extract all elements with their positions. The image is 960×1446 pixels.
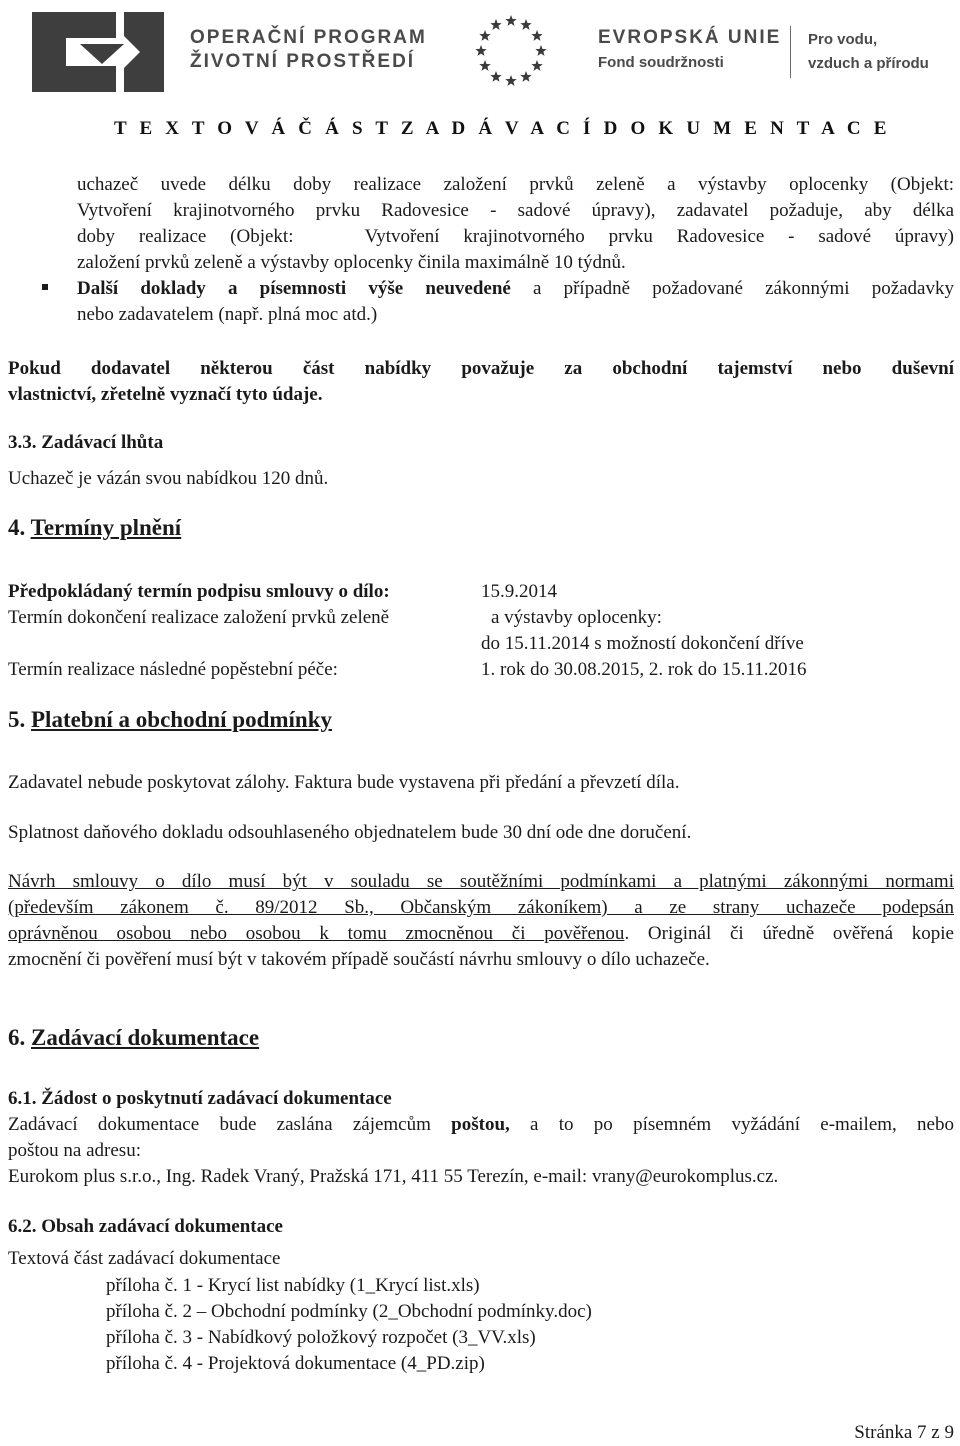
care-value: 1. rok do 30.08.2015, 2. rok do 15.11.2016 [481, 659, 807, 680]
attachment-item: příloha č. 1 - Krycí list nabídky (1_Krycí list.xls) [106, 1275, 480, 1296]
eu-star-icon [520, 71, 531, 82]
bullet-line-1 [77, 276, 954, 302]
eu-slogan [808, 28, 929, 76]
bullet-marker [42, 284, 48, 290]
section-6-number: 6. [8, 1025, 31, 1050]
attachment-item: příloha č. 4 - Projektová dokumentace (4_PD.zip) [106, 1353, 485, 1374]
completion-label-2: a výstavby oplocenky: [491, 607, 662, 628]
section-6-2-intro: Textová část zadávací dokumentace [8, 1248, 281, 1269]
eu-star-icon [490, 71, 501, 82]
section-6-1-heading: 6.1. Žádost o poskytnutí zadávací dokumentace [8, 1088, 392, 1109]
intro-line-3: doby realizace (Objekt: Vytvoření krajinotvorného prvku Radovesice - sadové úpravy) [77, 226, 954, 247]
contact-address: Eurokom plus s.r.o., Ing. Radek Vraný, Pražská 171, 411 55 Terezín, e-mail: vrany@eurokomplus.cz. [8, 1166, 779, 1187]
signing-label: Předpokládaný termín podpisu smlouvy o dílo: [8, 581, 390, 602]
page-header [0, 0, 960, 150]
payment-paragraph-2: Splatnost daňového dokladu odsouhlaseného objednatelem bude 30 dní ode dne doručení. [8, 822, 692, 843]
attachment-item: příloha č. 2 – Obchodní podmínky (2_Obchodní podmínky.doc) [106, 1301, 592, 1322]
section-6-heading [8, 1025, 259, 1051]
request-text-post: poštou, [451, 1114, 510, 1135]
page-number: Stránka 7 z 9 [854, 1422, 954, 1443]
section-6-1-line-1 [8, 1112, 954, 1138]
bullet-line-2: nebo zadavatelem (např. plná moc atd.) [77, 304, 378, 325]
contract-rest: . Originál či úředně ověřená kopie [624, 923, 954, 944]
contract-line-1: Návrh smlouvy o dílo musí být v souladu se soutěžními podmínkami a platnými zákonnými normami [8, 871, 954, 892]
op-line1: OPERAČNÍ PROGRAM [190, 27, 427, 48]
eu-star-icon [535, 45, 546, 56]
eu-star-icon [490, 19, 501, 30]
completion-label: Termín dokončení realizace založení prvků zeleně [8, 607, 390, 628]
signing-value: 15.9.2014 [481, 581, 557, 602]
operacni-program-logo [28, 8, 168, 96]
contract-line-4: zmocnění či pověření musí být v takovém případě součástí návrhu smlouvy o dílo uchazeče. [8, 949, 710, 970]
header-divider [790, 26, 791, 78]
section-4-number: 4. [8, 515, 31, 540]
intro-line-4: založení prvků zeleně a výstavby oplocenky činila maximálně 10 týdnů. [77, 252, 626, 273]
contract-underlined: oprávněnou osobou nebo osobou k tomu zmocněnou či pověřenou [8, 923, 625, 944]
section-4-title: Termíny plnění [30, 515, 182, 540]
eu-flag-logo [446, 6, 576, 96]
eu-star-icon [475, 45, 486, 56]
bullet-rest: a případně požadované zákonnými požadavky [510, 278, 954, 299]
contract-line-3 [8, 921, 954, 947]
eu-title: EVROPSKÁ UNIE [598, 27, 782, 48]
section-5-heading [8, 707, 332, 733]
section-6-1-line-2: poštou na adresu: [8, 1140, 141, 1161]
section-5-number: 5. [8, 707, 31, 732]
eu-star-icon [479, 60, 490, 71]
intro-line-2: Vytvoření krajinotvorného prvku Radovesice - sadové úpravy), zadavatel požaduje, aby délka [77, 200, 954, 221]
eu-star-icon [505, 75, 516, 86]
completion-value: do 15.11.2014 s možností dokončení dříve [481, 633, 804, 654]
secret-line-1: Pokud dodavatel některou část nabídky považuje za obchodní tajemství nebo duševní [8, 358, 954, 379]
intro-line-1: uchazeč uvede délku doby realizace založení prvků zeleně a výstavby oplocenky (Objekt: [77, 174, 954, 195]
eu-star-icon [505, 15, 516, 26]
request-text-a: Zadávací dokumentace bude zaslána zájemcům [8, 1114, 452, 1135]
eu-star-icon [531, 30, 542, 41]
eu-block [598, 26, 781, 76]
eu-star-icon [479, 30, 490, 41]
secret-line-2: vlastnictví, zřetelně vyznačí tyto údaje. [8, 384, 323, 405]
section-3-3-heading: 3.3. Zadávací lhůta [8, 432, 164, 453]
request-text-c: a to po písemném vyžádání e-mailem, nebo [509, 1114, 954, 1135]
section-6-2-heading: 6.2. Obsah zadávací dokumentace [8, 1216, 283, 1237]
eu-star-icon [531, 60, 542, 71]
document-band-title: T E X T O V Á Č Á S T Z A D Á V A C Í D O K U M E N T A C E [114, 118, 891, 139]
op-line2: ŽIVOTNÍ PROSTŘEDÍ [190, 51, 416, 72]
attachment-item: příloha č. 3 - Nabídkový položkový rozpočet (3_VV.xls) [106, 1327, 536, 1348]
slogan-line1: Pro vodu, [808, 31, 878, 48]
contract-line-2: (především zákonem č. 89/2012 Sb., Občanským zákoníkem) a ze strany uchazeče podepsán [8, 897, 954, 918]
eu-star-icon [520, 19, 531, 30]
section-6-title: Zadávací dokumentace [31, 1025, 260, 1050]
payment-paragraph-1: Zadavatel nebude poskytovat zálohy. Faktura bude vystavena při předání a převzetí díla. [8, 772, 680, 793]
section-5-title: Platební a obchodní podmínky [31, 707, 333, 732]
slogan-line2: vzduch a přírodu [808, 55, 929, 72]
care-label: Termín realizace následné popěstební péče: [8, 659, 338, 680]
eu-fund: Fond soudržnosti [598, 54, 724, 71]
op-program-name [190, 26, 427, 74]
section-3-3-text: Uchazeč je vázán svou nabídkou 120 dnů. [8, 468, 329, 489]
bullet-bold: Další doklady a písemnosti výše neuvedené [77, 278, 511, 299]
section-4-heading [8, 515, 181, 541]
